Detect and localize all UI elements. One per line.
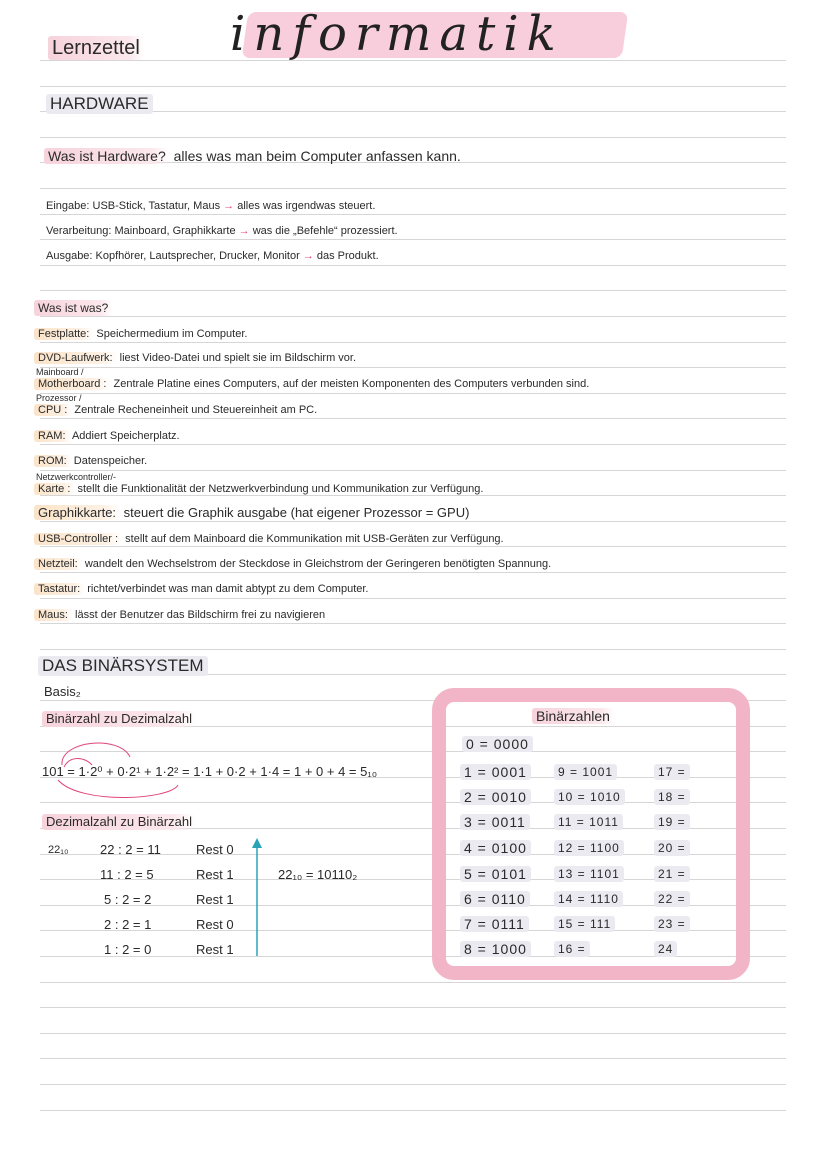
binary-heading: DAS BINÄRSYSTEM <box>38 656 208 676</box>
ruled-line <box>40 1084 786 1085</box>
binary-entry: 16 = <box>554 941 590 957</box>
binary-entry: 9 = 1001 <box>554 764 617 780</box>
binary-table-frame <box>432 688 750 980</box>
binary-entry: 19 = <box>654 814 690 830</box>
ruled-line <box>40 982 786 983</box>
ipo-result: alles was irgendwas steuert. <box>237 200 376 212</box>
hardware-heading: HARDWARE <box>46 94 153 114</box>
arrow-right-icon: → <box>302 250 314 262</box>
basis-label: Basis₂ <box>44 684 81 699</box>
hardware-question-line <box>44 148 461 164</box>
term-definition: Addiert Speicherplatz. <box>71 430 180 442</box>
d2b-start: 22₁₀ <box>48 844 69 856</box>
what-is-what-heading: Was ist was? <box>34 300 112 316</box>
term-definition: Speichermedium im Computer. <box>96 328 248 340</box>
arrow-right-icon: → <box>238 225 250 237</box>
term-name: Graphikkarte: <box>34 505 120 520</box>
binary-entry: 8 = 1000 <box>460 941 531 957</box>
ruled-line <box>40 265 786 266</box>
term-definition: stellt auf dem Mainboard die Kommunikation mit USB-Geräten zur Verfügung. <box>125 533 504 545</box>
binary-entry: 13 = 1101 <box>554 866 624 882</box>
term-row <box>34 581 369 597</box>
term-row <box>34 453 147 469</box>
term-definition: lässt der Benutzer das Bildschirm frei zu navigieren <box>75 609 326 621</box>
ruled-line <box>40 572 786 573</box>
binary-entry: 24 <box>654 941 677 957</box>
d2b-rest: Rest 0 <box>196 917 234 932</box>
lernzettel-label: Lernzettel <box>48 36 144 60</box>
term-name: Festplatte: <box>34 328 93 340</box>
ruled-line <box>40 649 786 650</box>
ruled-line <box>40 316 786 317</box>
binary-entry: 17 = <box>654 764 690 780</box>
binary-entry: 6 = 0110 <box>460 891 530 907</box>
ipo-items: Kopfhörer, Lautsprecher, Drucker, Monitor <box>95 250 300 262</box>
d2b-rest: Rest 1 <box>196 942 234 957</box>
ruled-line <box>40 214 786 215</box>
ruled-line <box>40 86 786 87</box>
binary-entry: 15 = 111 <box>554 916 615 932</box>
ruled-line <box>40 239 786 240</box>
term-row <box>34 326 247 342</box>
binary-entry: 12 = 1100 <box>554 840 624 856</box>
ruled-line <box>40 418 786 419</box>
ruled-line <box>40 1033 786 1034</box>
term-name: DVD-Laufwerk: <box>34 352 117 364</box>
ipo-result: das Produkt. <box>316 250 379 262</box>
term-note: Netzwerkcontroller/- <box>36 472 117 482</box>
b2d-heading: Binärzahl zu Dezimalzahl <box>42 711 196 727</box>
term-row <box>34 607 325 623</box>
d2b-heading: Dezimalzahl zu Binärzahl <box>42 814 196 830</box>
d2b-calc: 2 : 2 = 1 <box>104 917 152 932</box>
binary-entry: 3 = 0011 <box>460 814 530 830</box>
hardware-question: Was ist Hardware? <box>44 148 170 164</box>
term-definition: Zentrale Recheneinheit und Steuereinheit am PC. <box>74 404 318 416</box>
hardware-answer: alles was man beim Computer anfassen kann. <box>173 148 461 164</box>
d2b-calc: 1 : 2 = 0 <box>104 942 152 957</box>
ruled-line <box>40 290 786 291</box>
ipo-term: Verarbeitung: <box>46 225 112 237</box>
binary-table-title: Binärzahlen <box>532 708 614 724</box>
ipo-term: Ausgabe: <box>46 250 93 262</box>
term-name: Tastatur: <box>34 583 84 595</box>
term-name: Motherboard : <box>34 378 110 390</box>
term-definition: Zentrale Platine eines Computers, auf der meisten Komponenten des Computers verbunden sind. <box>113 378 590 390</box>
binary-entry: 22 = <box>654 891 690 907</box>
term-name: USB-Controller : <box>34 533 122 545</box>
d2b-calc: 5 : 2 = 2 <box>104 892 152 907</box>
binary-entry: 20 = <box>654 840 690 856</box>
ipo-result: was die „Befehle“ prozessiert. <box>252 225 398 237</box>
term-name: CPU : <box>34 404 71 416</box>
ruled-line <box>40 1110 786 1111</box>
term-row <box>34 376 589 392</box>
d2b-rest: Rest 0 <box>196 842 234 857</box>
term-definition: steuert die Graphik ausgabe (hat eigener Prozessor = GPU) <box>123 505 470 520</box>
term-row <box>34 531 504 547</box>
ruled-line <box>40 342 786 343</box>
term-name: RAM: <box>34 430 70 442</box>
term-definition: stellt die Funktionalität der Netzwerkverbindung und Kommunikation zur Verfügung. <box>77 483 484 495</box>
ruled-line <box>40 598 786 599</box>
term-row <box>34 556 551 572</box>
binary-entry: 14 = 1110 <box>554 891 623 907</box>
term-row <box>34 402 317 418</box>
term-note: Prozessor / <box>36 393 82 403</box>
binary-entry: 1 = 0001 <box>460 764 531 780</box>
term-row <box>34 428 180 444</box>
term-row <box>34 481 483 497</box>
ipo-term: Eingabe: <box>46 200 90 212</box>
binary-zero: 0 = 0000 <box>462 736 533 752</box>
ruled-line <box>40 1007 786 1008</box>
ruled-line <box>40 137 786 138</box>
term-row <box>34 505 469 521</box>
term-definition: wandelt den Wechselstrom der Steckdose in Gleichstrom der Geringeren benötigten Spannung. <box>84 558 552 570</box>
binary-entry: 11 = 1011 <box>554 814 623 830</box>
ruled-line <box>40 393 786 394</box>
ipo-items: Mainboard, Graphikkarte <box>114 225 236 237</box>
binary-entry: 2 = 0010 <box>460 789 531 805</box>
term-note: Mainboard / <box>36 367 84 377</box>
term-name: ROM: <box>34 455 71 467</box>
b2d-formula: 101 = 1·2⁰ + 0·2¹ + 1·2² = 1·1 + 0·2 + 1·4 = 1 + 0 + 4 = 5₁₀ <box>42 764 378 779</box>
term-name: Karte : <box>34 483 74 495</box>
ruled-line <box>40 521 786 522</box>
d2b-rest: Rest 1 <box>196 867 234 882</box>
binary-entry: 21 = <box>654 866 690 882</box>
ipo-items: USB-Stick, Tastatur, Maus <box>92 200 221 212</box>
ipo-row <box>46 223 398 239</box>
binary-entry: 4 = 0100 <box>460 840 531 856</box>
binary-entry: 5 = 0101 <box>460 866 531 882</box>
page-title: informatik <box>230 6 564 62</box>
d2b-result: 22₁₀ = 10110₂ <box>278 867 358 882</box>
d2b-calc: 11 : 2 = 5 <box>100 867 154 882</box>
term-row <box>34 350 356 366</box>
ruled-line <box>40 623 786 624</box>
ruled-line <box>40 188 786 189</box>
binary-entry: 18 = <box>654 789 690 805</box>
d2b-rest: Rest 1 <box>196 892 234 907</box>
ruled-line <box>40 367 786 368</box>
binary-entry: 7 = 0111 <box>460 916 529 932</box>
binary-entry: 10 = 1010 <box>554 789 625 805</box>
binary-entry: 23 = <box>654 916 690 932</box>
ruled-line <box>40 470 786 471</box>
term-name: Maus: <box>34 609 72 621</box>
term-definition: richtet/verbindet was man damit abtypt zu dem Computer. <box>87 583 369 595</box>
term-definition: Datenspeicher. <box>73 455 148 467</box>
ipo-row <box>46 248 379 264</box>
read-up-arrow-icon <box>250 838 264 958</box>
ruled-line <box>40 444 786 445</box>
ipo-row <box>46 198 375 214</box>
term-definition: liest Video-Datei und spielt sie im Bildschirm vor. <box>119 352 357 364</box>
ruled-line <box>40 1058 786 1059</box>
arrow-right-icon: → <box>223 200 235 212</box>
d2b-calc: 22 : 2 = 11 <box>100 842 161 857</box>
term-name: Netzteil: <box>34 558 82 570</box>
